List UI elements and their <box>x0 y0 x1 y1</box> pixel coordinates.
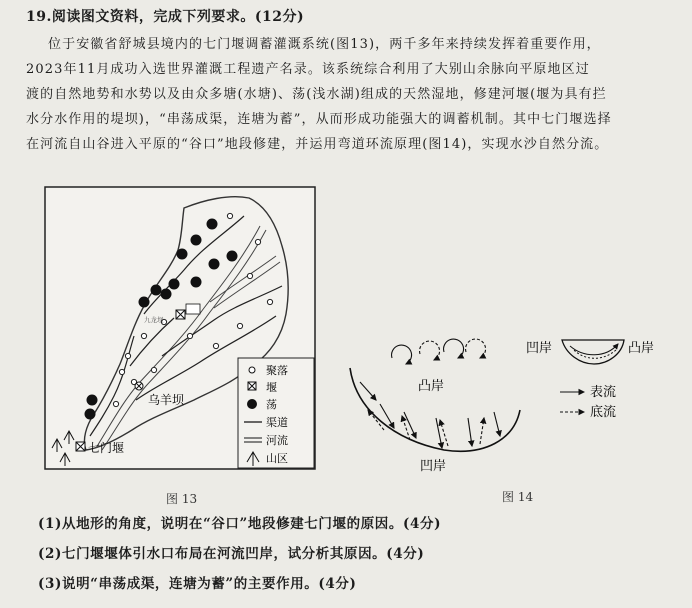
legend-pond-label: 荡 <box>266 398 277 411</box>
question-text-line-3: 渡的自然地势和水势以及由众多塘(水塘)、荡(浅水湖)组成的天然湿地，修建河堰(堰为具有拦 <box>26 87 607 102</box>
question-text-line-4: 水分水作用的堤坝)，“串荡成渠，连塘为蓄”，从而形成功能强大的调蓄机制。其中七门堰选择 <box>26 112 612 127</box>
upper-dam-label: 九龙坝 <box>144 316 164 324</box>
cross-section-channel <box>562 340 624 364</box>
legend-surface-flow-label: 表流 <box>590 385 617 400</box>
convex-bank-right-label: 凸岸 <box>628 341 655 356</box>
legend-dam-icon <box>248 382 256 390</box>
legend-canal-label: 渠道 <box>266 416 288 429</box>
question-text-line-1: 位于安徽省舒城县境内的七门堰调蓄灌溉系统(图13)，两千多年来持续发挥着重要作用， <box>48 37 601 52</box>
convex-bank-label: 凸岸 <box>418 379 445 394</box>
legend-dam-label: 堰 <box>266 381 277 394</box>
question-title: 19.阅读图文资料，完成下列要求。(12分) <box>26 9 305 25</box>
figure-13-map <box>44 186 316 470</box>
legend-pond-icon <box>247 399 257 409</box>
figure-14-caption: 图 14 <box>502 490 534 504</box>
figure-14-diagram <box>344 330 674 480</box>
map-legend <box>238 358 314 468</box>
dam-qimen-icon <box>76 442 85 451</box>
qimen-dam-label: 七门堰 <box>88 441 125 455</box>
circulation-loops <box>392 339 486 364</box>
question-text-line-5: 在河流自山谷进入平原的“谷口”地段修建，并运用弯道环流原理(图14)，实现水沙自然分流。 <box>26 137 609 152</box>
sub-question-3: (3)说明“串荡成渠，连塘为蓄”的主要作用。(4分) <box>38 576 357 592</box>
bottom-flow-arrows <box>368 410 484 446</box>
legend-mountain-label: 山区 <box>266 452 288 465</box>
concave-bank-bottom-label: 凹岸 <box>420 459 447 474</box>
legend-bottom-flow-label: 底流 <box>590 405 617 420</box>
figure-13-caption: 图 13 <box>166 492 198 506</box>
legend-river-label: 河流 <box>266 434 288 447</box>
legend-settlement-label: 聚落 <box>266 364 288 377</box>
question-text-line-2: 2023年11月成功入选世界灌溉工程遗产名录。该系统综合利用了大别山余脉向平原地区过 <box>26 62 590 77</box>
dam-wuyang-icon <box>135 382 143 390</box>
sub-question-1: (1)从地形的角度，说明在“谷口”地段修建七门堰的原因。(4分) <box>38 516 442 532</box>
concave-bank-left-label: 凹岸 <box>526 341 553 356</box>
sub-question-2: (2)七门堰堰体引水口布局在河流凹岸，试分析其原因。(4分) <box>38 546 425 562</box>
wuyang-dam-label: 乌羊坝 <box>148 393 185 407</box>
legend-settlement-icon <box>249 367 255 373</box>
